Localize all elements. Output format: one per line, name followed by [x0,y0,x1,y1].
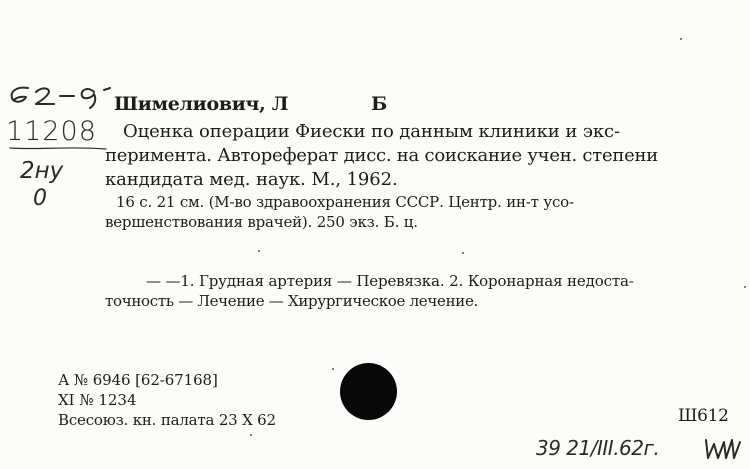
author-letter: Б [371,93,388,115]
scan-speck [462,252,464,254]
underline-mark [8,144,108,152]
subjects-line-1: — —1. Грудная артерия — Перевязка. 2. Коронарная недоста- [146,272,634,290]
registry-line-1: А № 6946 [62-67168] [58,371,218,389]
title-line-3: кандидата мед. наук. М., 1962. [105,169,398,190]
scan-speck [250,434,252,436]
scan-speck [332,368,334,370]
scan-speck [258,250,260,252]
subjects-line-2: точность — Лечение — Хирургическое лечение. [105,292,479,310]
handwritten-scribble [704,436,742,462]
handwritten-margin-mark: 2ну [20,158,64,184]
registry-line-2: XI № 1234 [58,391,137,409]
handwritten-bottom-date: 39 21/III.62г. [536,436,660,460]
title-line-1: Оценка операции Фиески по данным клиники и экс- [123,121,620,142]
scan-speck [744,286,746,288]
author-name: Шимелиович, Л [114,93,289,115]
punch-hole [340,363,397,420]
handwritten-margin-mark-2: 0 [33,186,47,211]
title-line-2: перимента. Автореферат дисс. на соискание учен. степени [105,145,659,166]
shelf-code: Ш612 [678,406,729,426]
handwritten-code-top [6,84,114,112]
handwritten-code-number: 11208 [6,116,97,147]
imprint-line-2: вершенствования врачей). 250 экз. Б. ц. [105,213,418,231]
registry-line-3: Всесоюз. кн. палата 23 X 62 [58,411,276,429]
scan-speck [680,38,682,40]
imprint-line-1: 16 с. 21 см. (М-во здравоохранения СССР. Центр. ин-т усо- [116,193,574,211]
